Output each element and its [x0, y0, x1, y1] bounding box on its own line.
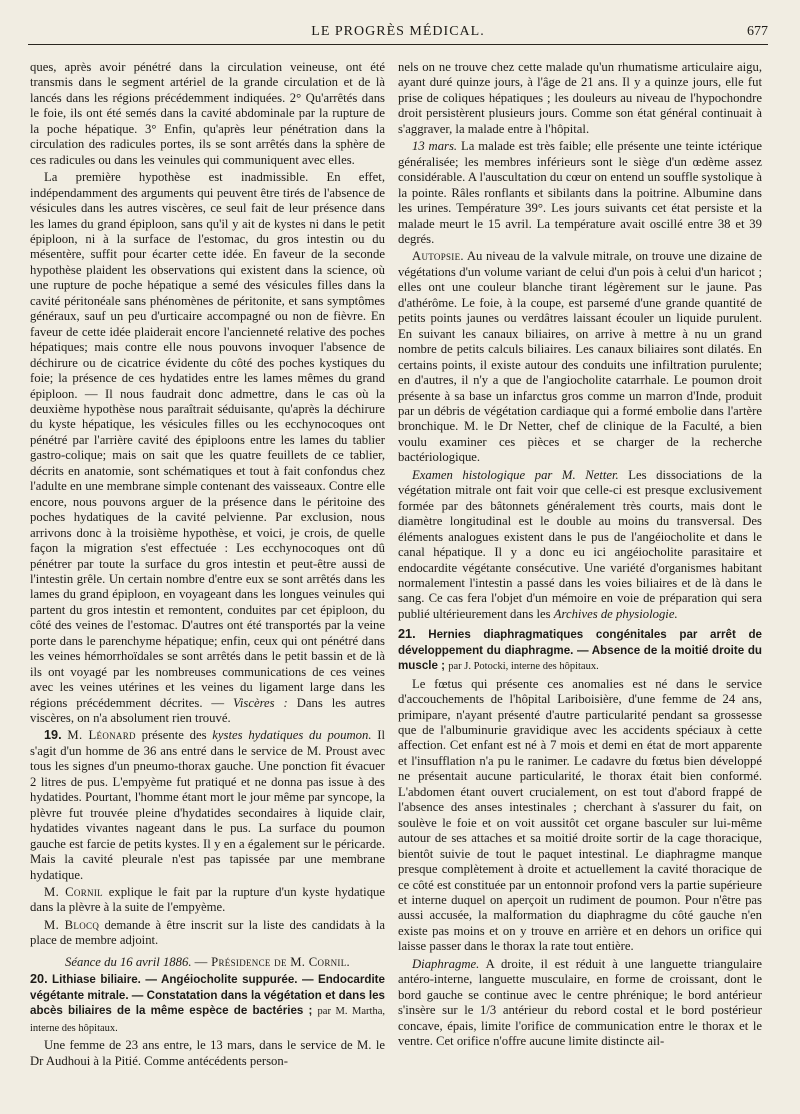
verb: présente des: [141, 728, 207, 743]
blocq-request: [30, 918, 385, 949]
paragraph: Une femme de 23 ans entre, le 13 mars, dans le service de M. le Dr Audhoui à la Pitié. Comme antécédents person-: [30, 1038, 385, 1068]
histology-paragraph: [398, 468, 762, 623]
paragraph: [30, 170, 385, 726]
author-name: M. Blocq: [44, 917, 100, 932]
author-name: M. Cornil: [44, 885, 103, 900]
paragraph-text: La malade est très faible; elle présente une teinte ictérique généralisée; les membres inférieurs sont le siège d'un œdème assez considérable. A l'auscultation du cœur on entend un souffle systolique à la pointe. Râles ronflants et sibilants dans la poitrine. Albumine dans les urines. Température 39°. Les jours suivants cet état persiste et la malade meurt le 15 avril. La température avait oscillé entre 38 et 39 degrés.: [398, 139, 762, 246]
communication-title: Lithiase biliaire. — Angéiocholite suppurée. — Endocardite végétante mitrale. — Constatation dans la végétation et dans les abcès biliaires de la même espèce de bactéries ;: [30, 973, 385, 1018]
viscera-label: Viscères :: [233, 695, 288, 710]
journal-reference: Archives de physiologie.: [553, 606, 678, 621]
left-column: [30, 60, 385, 1069]
section-number: 20.: [30, 972, 48, 987]
communication-20-heading: [30, 972, 385, 1036]
session-heading: [30, 955, 385, 970]
paragraph-text: A droite, il est réduit à une languette triangulaire antéro-interne, languette musculaire, en forme de croissant, dont le bord gauche se continue avec le centre phrénique; le bord antérieur s'insère sur le 1/3 antérieur du rebord costal et le bord postérieur concave, épais, limite l'orifice de communication entre le thorax et le ventre. Cet orifice n'offre aucune limite distincte ail-: [398, 956, 762, 1049]
section-number: 19.: [44, 728, 62, 743]
communication-21-heading: [398, 627, 762, 674]
paragraph-text: explique le fait par la rupture d'un kyste hydatique dans la plèvre à la suite de l'empyème.: [30, 885, 386, 915]
paragraph: Le fœtus qui présente ces anomalies est né dans le service d'accouchements de l'hôpital Lariboisière, d'une femme de 24 ans, primipare, n'ayant présenté d'autre particularité pendant sa grossesse que de l'albuminurie gravidique avec les accidents spéciaux à cette affection. Cet enfant est né à 7 mois et demi en état de mort apparente et l'insufflation n'a pu le ranimer. Le cadavre du fœtus bien développé ne présentait aucune particularité, le thorax était bien conformé. L'abdomen étant ouvert crucialement, on est tout d'abord frappé de l'absence des anses intestinales ; cherchant à s'assurer du fait, on soulève le foie et on voit aussitôt cet organe basculer sur lui-même autour de ses attaches et sa moitié droite sortir de la cage thoracique, bientôt suivie de tout le paquet intestinal. Le diaphragme manque presque complètement à droite et actuellement la cavité thoracique de ce côté est constituée par un entonnoir profond vers la partie supérieure et interne duquel on aperçoit un rudiment de poumon. Pour n'être pas aussi accusée, la malformation du diaphragme du côté gauche n'en existe pas moins et on y trouve en arrière et en dehors un orifice qui laisse passer dans le thorax la rate tout entière.: [398, 676, 762, 954]
right-column: [398, 60, 762, 1050]
diaphragm-paragraph: [398, 957, 762, 1050]
paragraph: [398, 139, 762, 247]
histology-label: Examen histologique par M. Netter.: [412, 467, 619, 482]
running-header: [28, 22, 768, 45]
autopsy-label: Autopsie.: [412, 249, 464, 264]
author-line: par M. Martha, interne des hôpitaux.: [30, 1006, 385, 1034]
paragraph-text: La première hypothèse est inadmissible. En effet, indépendamment des arguments qui peuvent être tirés de l'absence de vésicules dans les autres viscères, ce seul fait de leur présence dans les lames du grand épiploon, sans qu'il y ait de kystes ni dans le petit épiploon, ni à la surface de l'estomac, du gros intestin ou du mésentère, suffit pour écarter cette idée. En faveur de la seconde hypothèse plaident les observations qui existent dans la science, où une rupture de poche hépatique a semé des vésicules filles dans la cavité péritonéale sans phénomènes de péritonite, et sans symptômes généraux, sauf un peu d'urticaire accompagné ou non de fièvre. En faveur de cette idée plaiderait encore l'ancienneté relative des poches hépatiques; mais contre elle nous pouvons invoquer l'absence de déchirure ou de cicatrice évidente du côté des poches kystiques du foie; la présence de ces hydatides entre les lames mêmes du grand épiploon. — Il nous faudrait donc admettre, dans le cas où la deuxième hypothèse nous paraîtrait séduisante, qu'après la déchirure du kyste hépatique, les vésicules filles ou les ecchynocoques ont pénétré par l'arrière cavité des épiploons entre les lames du tablier gastro-colique; mais on sait que les quatre feuillets de ce tablier, décrits en anatomie, sont schématiques et tout à fait confondus chez l'adulte en une membrane simple contenant des vaisseaux. Contre elle encore, nous pouvons arguer de la présence dans le péritoine des poches hydatiques de la cavité pelvienne. Par exclusion, nous arrivons donc à la troisième hypothèse, et voici, je crois, de quelle façon la migration s'est effectuée : Les ecchynocoques ont dû pénétrer par toute la surface du gros intestin et peut-être aussi de l'intestin grêle. Un certain nombre d'entre eux se sont arrêtés dans les lames du grand épiploon, en voyageant dans les longues veinules qui partent du gros intestin et remontent, conduites par cet épiploon, du côté des veines de l'estomac. D'autres ont été transportés par la veine porte dans le parenchyme hépatique; enfin, ceux qui ont pénétré dans les veines hémorrhoïdales se sont arrêtés dans le petit bassin et de là ils ont voyagé par les nombreuses communications de ces veines avec les veines utérines et les veines du ligament large dans les régions précédemment décrites. —: [30, 170, 385, 710]
paragraph-text: Au niveau de la valvule mitrale, on trouve une dizaine de végétations d'un volume variant de celui d'un pois à celui d'un haricot ; elles ont une couleur blanche tirant légèrement sur le jaune. Pas d'athérôme. Le foie, à la coupe, est parsemé d'une grande quantité de petits points jaunes ou verdâtres laissant écouler un liquide purulent. En suivant les canaux biliaires, on arrive à mettre à nu un grand nombre de petits calculs biliaires. Les canaux biliaires sont dilatés. En certains points, il existe autour des conduits une infiltration purulente; en d'autres, il n'y a que de l'angiocholite catarrhale. Le poumon droit présente à sa base un infarctus gros comme un marron d'Inde, produit par un débris de végétation cardiaque qui a formé embolie dans l'artère bronchique. M. le Dr Netter, chef de clinique de la Faculté, a bien voulu examiner ces pièces et se charger de la recherche bactériologique.: [398, 249, 762, 465]
cornil-remark: [30, 885, 385, 916]
section-number: 21.: [398, 627, 416, 642]
author-name: M. Léonard: [67, 728, 136, 743]
paragraph: ques, après avoir pénétré dans la circulation veineuse, ont été transmis dans le segment artériel de la grande circulation et de là lancés dans les régions précédemment indiquées. 2° Qu'arrêtés dans le foie, ils ont été semés dans la cavité abdominale par la rupture de la poche hépatique. 3° Enfin, qu'après leur pénétration dans la circulation des radicules portes, ils se sont arrêtés dans la sphère de ces radicules ou dans les veinules qui communiquent avec elles.: [30, 60, 385, 167]
paragraph: nels on ne trouve chez cette malade qu'un rhumatisme articulaire aigu, ayant duré quinze jours, à l'âge de 21 ans. Il y a quinze jours, elle fut prise de coliques hépatiques ; les douleurs au niveau de l'hypochondre droit persistèrent plusieurs jours. Comme son état général continuait à s'aggraver, la malade entre à l'hôpital.: [398, 60, 762, 136]
journal-title: LE PROGRÈS MÉDICAL.: [311, 24, 485, 39]
communication-title: kystes hydatiques du poumon.: [212, 728, 372, 743]
author-line: par J. Potocki, interne des hôpitaux.: [448, 661, 599, 673]
autopsy-paragraph: [398, 249, 762, 465]
diaphragm-label: Diaphragme.: [412, 956, 480, 971]
paragraph-text: demande à être inscrit sur la liste des candidats à la place de membre adjoint.: [30, 917, 386, 948]
paragraph-text: Il s'agit d'un homme de 36 ans entré dans le service de M. Proust avec tous les signes d'un pneumo-thorax gauche. Une ponction fit évacuer 2 litres de pus. L'empyème fut pratiqué et ne donna pas issue à des hydatides. Pourtant, l'homme étant mort le jour même par syncope, la plèvre fut trouvée pleine d'hydatides secondaires à liquide clair, hydatides vivantes nageant dans le pus. La surface du poumon gauche est farcie de petits kystes. Il y en a également sur le péricarde. Mais la cavité pleurale n'est pas tapissée par une membrane hydatique.: [30, 728, 386, 882]
paragraph-text: Les dissociations de la végétation mitrale ont fait voir que celle-ci est presque exclusivement formée par des bâtonnets généralement très courts, mais dont le diamètre longitudinal est le double au moins du transversal. Des éléments analogues existent dans le pus de l'angéiocholite et dans le canal hépatique. Il y a donc eu ici angéiocholite parasitaire et endocardite végétante consécutive. Une variété d'organismes habitant normalement l'intestin a passé dans les voies biliaires et de là dans le sang. Ce cas fera l'objet d'un mémoire en voie de préparation qui sera publié ultérieurement dans les: [398, 467, 763, 621]
page-number: 677: [747, 24, 768, 39]
communication-title: Hernies diaphragmatiques congénitales par arrêt de développement du diaphragme. — Absence de la moitié droite du muscle ;: [398, 628, 763, 673]
session-date: Séance du 16 avril 1886.: [65, 954, 192, 969]
communication-19: [30, 728, 385, 883]
paragraph-text: Dans les autres viscères, on n'a absolument rien trouvé.: [30, 695, 386, 726]
date-label: 13 mars.: [412, 139, 458, 154]
session-president: — Présidence de M. Cornil.: [194, 954, 350, 969]
